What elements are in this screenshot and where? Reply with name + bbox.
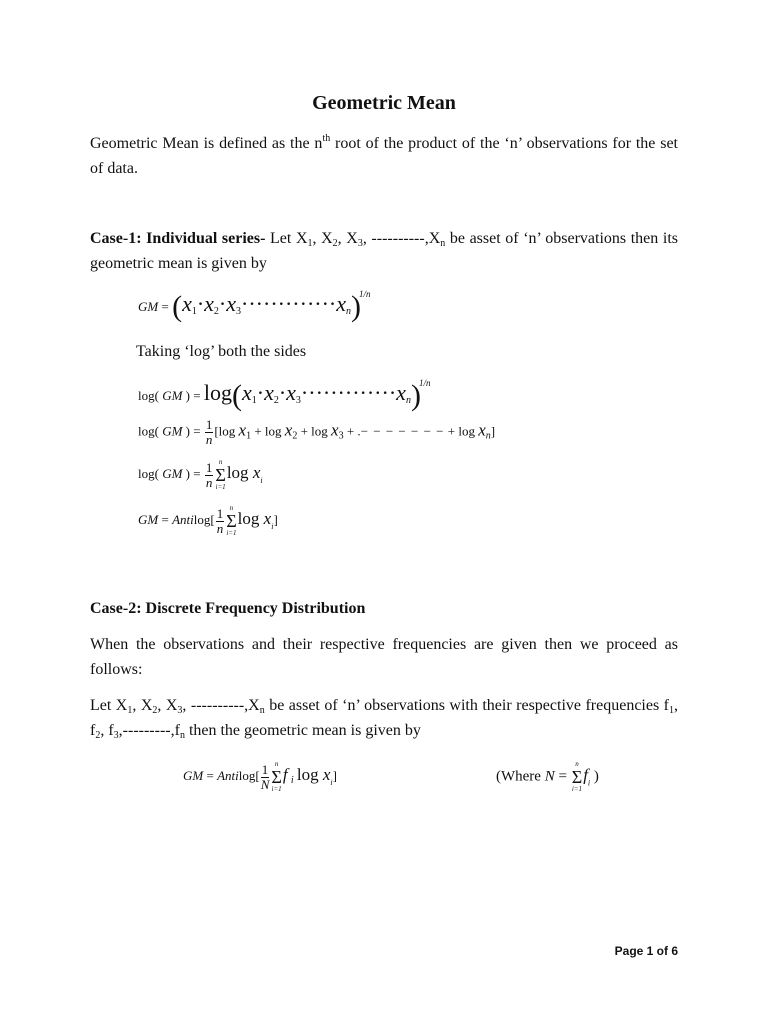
where-n-definition: (Where N = n Σ i=1 $f_i$ ) (496, 760, 599, 793)
equation-log-gm-sigma: log( GM ) = $\frac{1}{n}$ n Σ i=1 $\log x_i$ (138, 458, 263, 491)
equation-gm-frequency: GM = Antilog[ $\frac{1}{N}$ n Σ i=1 f $_i$ $\log x_i$] (183, 760, 337, 793)
case2-paragraph-2: Let $X_1$, $X_2$, $X_3$, $----------,X_n$ be asset of ‘n’ observations with their respective frequencies $f_1$, $f_2$, $f_3,---------,f_n$ then the geometric mean is given by (90, 697, 678, 741)
intro-paragraph: Geometric Mean is defined as the $n^{th}$ root of the product of the ‘n’ observations for the set of data. (90, 133, 679, 177)
case1-heading: Case-1: Individual series- (90, 230, 266, 247)
page-title: Geometric Mean (312, 92, 456, 114)
taking-log-text: Taking ‘log’ both the sides (136, 343, 307, 360)
equation-gm-antilog: GM = Antilog[ $\frac{1}{n}$ n Σ i=1 $\log x_i$] (138, 504, 278, 537)
equation-log-gm-sum: log( GM ) = $\frac{1}{n}$ [log $x_1 + \log x_2 + \log x_3$ + .− − − − − − − + $\log x_n$] (138, 417, 496, 447)
page-number: Page 1 of 6 (614, 944, 678, 958)
case1-paragraph: Case-1: Individual series- Let $X_1$, $X_2$, $X_3$, $----------,X_n$ be asset of ‘n’ observations then its geometric mean is given by (90, 230, 678, 272)
equation-log-gm-product: log( GM ) = $\log(x_1\cdot x_2\cdot x_3\cdot\cdot\cdot\cdot\cdot\cdot\cdot\cdot\cdot\cdot\cdot\cdot\cdot x_n)^{1/n}$ (138, 378, 431, 412)
case2-heading: Case-2: Discrete Frequency Distribution (90, 600, 366, 617)
equation-gm-product: GM = $(x_1\cdot x_2\cdot x_3\cdot\cdot\cdot\cdot\cdot\cdot\cdot\cdot\cdot\cdot\cdot\cdot\cdot x_n)^{1/n}$ (138, 289, 371, 323)
case2-paragraph-1: When the observations and their respective frequencies are given then we proceed as follows: (90, 636, 678, 678)
